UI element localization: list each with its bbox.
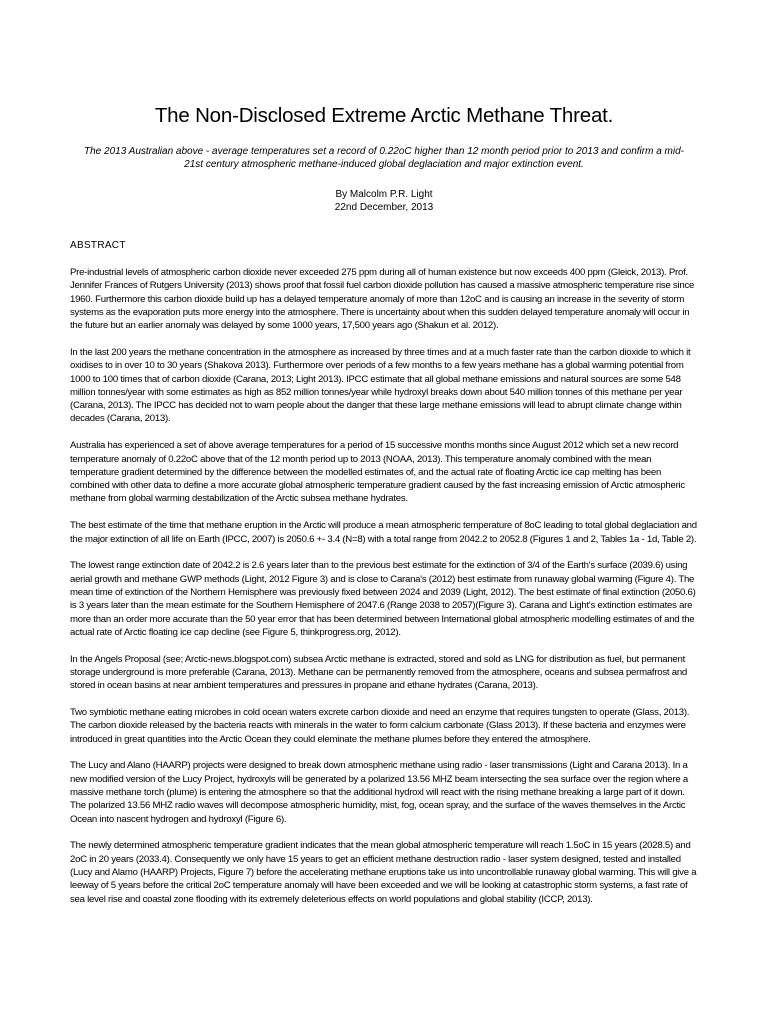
abstract-paragraph: In the last 200 years the methane concentration in the atmosphere as increased by three times and at a much faster rate than the carbon dioxide to which it oxidises to in over 10 to 30 years (Shakova 2013). Furthermore over periods of a few months to a few years methane has a global warming potential from 1000 to 100 times that of carbon dioxide (Carana, 2013; Light 2013). IPCC estimate that all global methane emissions and natural sources are some 548 million tonnes/year with some estimates as high as 852 million tonnes/year while hydroxyl breaks down about 540 million tonnes of this methane per year (Carana, 2013). The IPCC has decided not to warn people about the danger that these large methane emissions will lead to abrupt climate change within decades (Carana, 2013). bbox=[70, 346, 691, 425]
abstract-heading: ABSTRACT bbox=[70, 240, 126, 251]
abstract-paragraph: The Lucy and Alano (HAARP) projects were designed to break down atmospheric methane using radio - laser transmissions (Light and Carana 2013). In a new modified version of the Lucy Project, hydroxyls will be generated by a polarized 13.56 MHZ beam intersecting the sea surface over the region where a massive methane torch (plume) is entering the atmosphere so that the additional hydroxl will react with the rising methane breaking a large part of it down. The polarized 13.56 MHZ radio waves will decompose atmospheric humidity, mist, fog, ocean spray, and the surface of the waves themselves in the Arctic Ocean into nascent hydrogen and hydroxyl (Figure 6). bbox=[70, 760, 688, 825]
abstract-paragraph: Australia has experienced a set of above average temperatures for a period of 15 successive months months since August 2012 which set a new record temperature anomaly of 0.22oC above that of the 12 month period up to 2013 (NOAA, 2013). This temperature anomaly combined with the mean temperature gradient determined by the difference between the modelled estimates of, and the actual rate of floating Arctic ice cap melting has been combined with other data to define a more accurate global atmospheric temperature gradient caused by the fast increasing emission of Arctic atmospheric methane from global warming destabilization of the Arctic subsea methane hydrates. bbox=[70, 440, 685, 505]
abstract-paragraph: Two symbiotic methane eating microbes in cold ocean waters excrete carbon dioxide and need an enzyme that requires tungsten to operate (Glass, 2013). The carbon dioxide released by the bacteria reacts with minerals in the water to form calcium carbonate (Glass 2013). If these bacteria and enzymes were introduced in great quantities into the Arctic Ocean they could eleminate the methane plumes before they entered the atmosphere. bbox=[70, 707, 690, 745]
abstract-paragraph: The lowest range extinction date of 2042.2 is 2.6 years later than to the previous best estimate for the extinction of 3/4 of the Earth's surface (2039.6) using aerial growth and methane GWP methods (Light, 2012 Figure 3) and is close to Carana's (2012) best estimate from runaway global warming (Figure 4). The mean time of extinction of the Northern Hemisphere was previously fixed between 2024 and 2039 (Light, 2012). The best estimate of final extinction (2050.6) is 3 years later than the mean estimate for the Southern Hemisphere of 2047.6 (Range 2038 to 2057)(Figure 3). Carana and Light's extinction estimates are more than an order more accurate than the 50 year error that has been determined between International global atmospheric modelling estimates of and the actual rate of Arctic floating ice cap decline (see Figure 5, thinkprogress.org, 2012). bbox=[70, 560, 696, 638]
abstract-paragraph: In the Angels Proposal (see; Arctic-news.blogspot.com) subsea Arctic methane is extracted, stored and sold as LNG for distribution as fuel, but permanent storage underground is more preferable (Carana, 2013). Methane can be permanently removed from the atmosphere, oceans and subsea permafrost and stored in ocean basins at near ambient temperatures and pressures in propane and ethane hydrates (Carana, 2013). bbox=[70, 653, 687, 692]
date-line: 22nd December, 2013 bbox=[334, 202, 434, 213]
document-subtitle: The 2013 Australian above - average temperatures set a record of 0.22oC higher than 12 month period prior to 2013 and confirm a mid-21st century atmospheric methane-induced global deglaciation and major extinction event. bbox=[84, 146, 684, 170]
author-line: By Malcolm P.R. Light bbox=[335, 189, 433, 200]
abstract-paragraph: The newly determined atmospheric temperature gradient indicates that the mean global atmospheric temperature will reach 1.5oC in 15 years (2028.5) and 2oC in 20 years (2033.4). Consequently we only have 15 years to get an efficient methane destruction radio - laser system designed, tested and installed (Lucy and Alamo (HAARP) Projects, Figure 7) before the accelerating methane eruptions take us into uncontrollable runaway global warming. This will give a leeway of 5 years before the critical 2oC temperature anomaly will have been exceeded and we will be looking at catastrophic storm systems, a fast rate of sea level rise and coastal zone flooding with its extremely deleterious effects on world populations and global stability (ICCP, 2013). bbox=[70, 840, 697, 905]
abstract-paragraph: The best estimate of the time that methane eruption in the Arctic will produce a mean atmospheric temperature of 8oC leading to total global deglaciation and the major extinction of all life on Earth (IPCC, 2007) is 2050.6 +- 3.4 (N=8) with a total range from 2042.2 to 2052.8 (Figures 1 and 2, Tables 1a - 1d, Table 2). bbox=[70, 520, 697, 545]
abstract-paragraph: Pre-industrial levels of atmospheric carbon dioxide never exceeded 275 ppm during all of human existence but now exceeds 400 ppm (Gleick, 2013). Prof. Jennifer Frances of Rutgers University (2013) shows proof that fossil fuel carbon dioxide pollution has caused a massive atmospheric temperature rise since 1960. Furthermore this carbon dioxide build up has a delayed temperature anomaly of more than 12oC and is causing an increase in the severity of storm systems as the evaporation puts more energy into the atmosphere. There is uncertainty about when this sudden delayed temperature anomaly will occur in the future but an earlier anomaly was delayed by some 1000 years, 17,500 years ago (Shakun et al. 2012). bbox=[70, 267, 695, 332]
document-title: The Non-Disclosed Extreme Arctic Methane Threat. bbox=[154, 104, 614, 127]
